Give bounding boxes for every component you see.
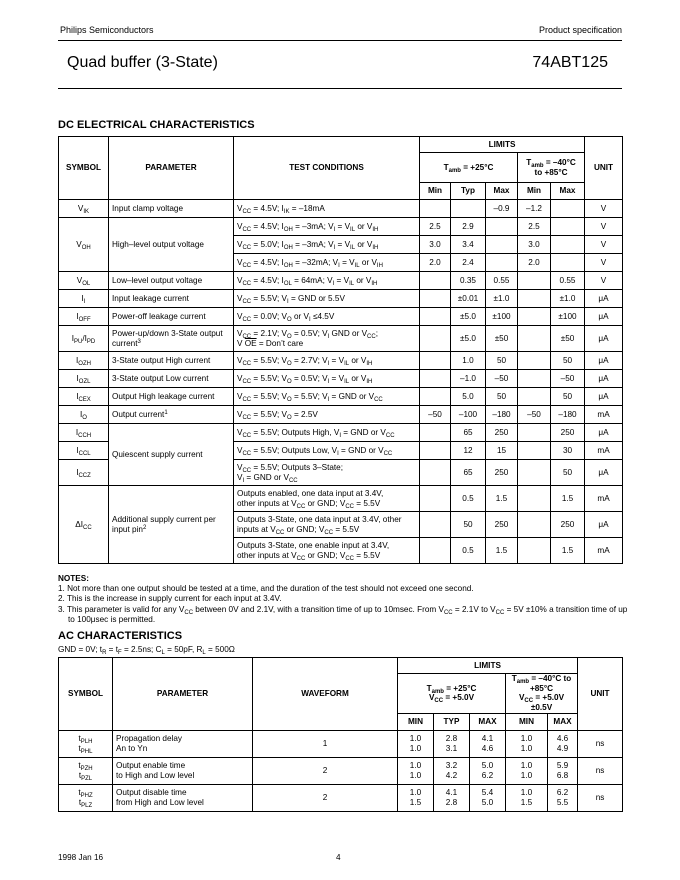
parameter-cell: Input clamp voltage [109, 200, 234, 218]
parameter-cell: Power-off leakage current [109, 308, 234, 326]
value-cell: ±100 [551, 308, 585, 326]
part-number: 74ABT125 [532, 54, 608, 71]
col-header-waveform: WAVEFORM [253, 658, 398, 731]
col-header-max: MAX [548, 713, 578, 730]
company-name: Philips Semiconductors [60, 25, 154, 35]
value-cell [420, 200, 451, 218]
value-cell [518, 272, 551, 290]
parameter-text: Power-up/down 3-State output current [112, 328, 223, 348]
condition-cell: $V_{CC} = 5.5V$; $V_O = 2.7V$; $V_I = V_{IL}$ or $V_{IH}$ [234, 352, 420, 370]
value-cell: –50 [518, 406, 551, 424]
value-cell: 0.5 [451, 538, 486, 564]
value-cell: 1.0 1.0 [398, 757, 434, 784]
value-cell: ±100 [486, 308, 518, 326]
table-row [59, 290, 623, 308]
value-cell [420, 538, 451, 564]
symbol-cell: $V_{OL}$ [59, 272, 109, 290]
col-header-typ: Typ [451, 183, 486, 200]
condition-cell: $V_{CC} = 5.5V$; Outputs High, $V_I$ = GND or $V_{CC}$ [234, 424, 420, 442]
value-cell [420, 442, 451, 460]
note-text: = 2.1V to V [452, 604, 496, 614]
value-cell: 30 [551, 442, 585, 460]
value-cell: –0.9 [486, 200, 518, 218]
note-item: 1. Not more than one output should be tested at a time, and the duration of the test should not exceed one second. [58, 584, 474, 594]
condition-cell: $V_{CC} = 4.5V$; $I_{OH} = -32mA$; $V_I = V_{IL}$ or $V_{IH}$ [234, 254, 420, 272]
value-cell: ±5.0 [451, 326, 486, 352]
value-cell [518, 442, 551, 460]
col-header-min: Min [518, 183, 551, 200]
symbol-cell: $I_{OZL}$ [59, 370, 109, 388]
symbol-cell: $I_{CCZ}$ [59, 460, 109, 486]
value-cell: 250 [486, 512, 518, 538]
condition-cell: Outputs enabled, one data input at 3.4V, other inputs at $V_{CC}$ or GND; $V_{CC} = 5.5V$ [234, 486, 420, 512]
table-row [59, 200, 623, 218]
ac-conditions: GND = 0V; $t_R = t_F = 2.5ns$; $C_L = 50pF$, $R_L = 500\Omega$ [58, 645, 235, 656]
parameter-text: Output current [112, 409, 165, 419]
col-header-parameter: PARAMETER [113, 658, 253, 731]
parameter-text: from High and Low level [116, 797, 204, 807]
value-cell: 4.6 4.9 [548, 730, 578, 757]
parameter-cell: Additional supply current per input pin$^2$ [109, 486, 234, 564]
condition-cell: Outputs 3-State, one enable input at 3.4V, other inputs at $V_{CC}$ or GND; $V_{CC} = 5.5V$ [234, 538, 420, 564]
unit-cell: mA [585, 406, 623, 424]
symbol-cell: $I_{OFF}$ [59, 308, 109, 326]
condition-cell: $V_{CC} = 2.1V$; $V_O = 0.5V$; $V_I$ GND or $V_{CC}$; V $\overline{OE}$ = Don’t care [234, 326, 420, 352]
symbol-cell: $V_{OH}$ [59, 218, 109, 272]
value-cell: 5.9 6.8 [548, 757, 578, 784]
parameter-cell: High–level output voltage [109, 218, 234, 272]
symbol-cell: $V_{IK}$ [59, 200, 109, 218]
condition-cell: $V_{CC} = 5.5V$; Outputs 3–State; $V_I$ = GND or $V_{CC}$ [234, 460, 420, 486]
table-row [59, 486, 623, 512]
parameter-text: to High and Low level [116, 770, 195, 780]
symbol-cell: $I_{CCL}$ [59, 442, 109, 460]
value-cell: 2.5 [518, 218, 551, 236]
value-cell [420, 424, 451, 442]
dc-characteristics-table [58, 136, 623, 564]
value-cell: 2.9 [451, 218, 486, 236]
parameter-cell: Power-up/down 3-State output current$^3$ [109, 326, 234, 352]
parameter-cell: Output current$^1$ [109, 406, 234, 424]
unit-cell: V [585, 218, 623, 236]
note-item: 2. This is the increase in supply current for each input at 3.4V. [58, 594, 282, 604]
value-cell [420, 512, 451, 538]
value-cell [420, 370, 451, 388]
table-row [59, 218, 623, 236]
col-header-tamb-range: $T_{amb} = -40^\circ C$ to +85°C [518, 153, 585, 183]
unit-cell: μA [585, 290, 623, 308]
col-header-symbol: SYMBOL [59, 658, 113, 731]
unit-cell: μA [585, 388, 623, 406]
value-cell [551, 200, 585, 218]
condition-cell: $V_{CC} = 4.5V$; $I_{OH} = -3mA$; $V_I = V_{IL}$ or $V_{IH}$ [234, 218, 420, 236]
note-text: = 5V ±10% a transition time of up to 100μsec is permitted. [68, 604, 628, 624]
value-cell [486, 254, 518, 272]
value-cell [518, 290, 551, 308]
unit-cell: ns [578, 757, 623, 784]
parameter-cell: Quiescent supply current [109, 424, 234, 486]
parameter-text: Output disable time [116, 788, 187, 798]
value-cell: 65 [451, 424, 486, 442]
waveform-cell: 2 [253, 784, 398, 811]
col-header-tamb-range: $T_{amb} = -40^\circ C$ to +85°C $V_{CC} = +5.0V \pm 0.5V$ [506, 674, 578, 714]
value-cell: –100 [451, 406, 486, 424]
unit-cell: μA [585, 424, 623, 442]
col-header-tamb-25: $T_{amb} = +25^\circ C$ $V_{CC} = +5.0V$ [398, 674, 506, 714]
notes-heading: NOTES: [58, 574, 89, 583]
value-cell: 2.4 [451, 254, 486, 272]
unit-cell: V [585, 272, 623, 290]
table-row [59, 784, 623, 811]
table-row [59, 308, 623, 326]
header-rule [58, 40, 622, 41]
value-cell [518, 388, 551, 406]
col-header-symbol: SYMBOL [59, 137, 109, 200]
value-cell [551, 236, 585, 254]
condition-cell: $V_{CC} = 4.5V$; $I_{IK} = -18mA$ [234, 200, 420, 218]
unit-cell: V [585, 254, 623, 272]
col-header-unit: UNIT [585, 137, 623, 200]
waveform-cell: 2 [253, 757, 398, 784]
value-cell [518, 486, 551, 512]
value-cell: 0.5 [451, 486, 486, 512]
value-cell: 2.5 [420, 218, 451, 236]
unit-cell: V [585, 236, 623, 254]
value-cell [551, 254, 585, 272]
value-cell: 3.0 [518, 236, 551, 254]
col-header-unit: UNIT [578, 658, 623, 731]
condition-cell: $V_{CC} = 5.5V$; $V_O = 0.5V$; $V_I = V_{IL}$ or $V_{IH}$ [234, 370, 420, 388]
value-cell: –50 [420, 406, 451, 424]
parameter-cell: 3-State output Low current [109, 370, 234, 388]
title-rule [58, 88, 622, 89]
unit-cell: μA [585, 326, 623, 352]
value-cell: ±1.0 [551, 290, 585, 308]
ac-section-title: AC CHARACTERISTICS [58, 630, 183, 642]
note-text: 3. This parameter is valid for any V [58, 604, 185, 614]
spec-type: Product specification [538, 25, 622, 35]
value-cell: –180 [486, 406, 518, 424]
value-cell [486, 218, 518, 236]
condition-cell: $V_{CC} = 5.5V$; $V_I$ = GND or 5.5V [234, 290, 420, 308]
parameter-cell: 3-State output High current [109, 352, 234, 370]
value-cell [420, 326, 451, 352]
parameter-text: An to Yn [116, 743, 148, 753]
waveform-cell: 1 [253, 730, 398, 757]
notes-block [58, 574, 628, 625]
value-cell: 65 [451, 460, 486, 486]
value-cell: 1.0 1.0 [506, 730, 548, 757]
value-cell: 3.4 [451, 236, 486, 254]
value-cell [486, 236, 518, 254]
col-header-test-conditions: TEST CONDITIONS [234, 137, 420, 200]
unit-cell: μA [585, 308, 623, 326]
value-cell: 0.35 [451, 272, 486, 290]
page-number: 4 [336, 853, 341, 862]
value-cell [451, 200, 486, 218]
table-row [59, 388, 623, 406]
symbol-cell: $I_{CEX}$ [59, 388, 109, 406]
ac-conditions-text: GND = 0V; t [58, 645, 103, 654]
value-cell: 2.8 3.1 [434, 730, 470, 757]
value-cell: 50 [486, 352, 518, 370]
condition-cell: $V_{CC} = 4.5V$; $I_{OL} = 64mA$; $V_I = V_{IL}$ or $V_{IH}$ [234, 272, 420, 290]
table-row [59, 272, 623, 290]
value-cell [420, 290, 451, 308]
footer-date: 1998 Jan 16 [58, 853, 104, 862]
symbol-cell: $\Delta I_{CC}$ [59, 486, 109, 564]
value-cell [518, 326, 551, 352]
value-cell: 250 [551, 424, 585, 442]
table-row [59, 730, 623, 757]
value-cell: 5.4 5.0 [470, 784, 506, 811]
symbol-cell: $t_{PHZ}$ $t_{PLZ}$ [59, 784, 113, 811]
value-cell: ±5.0 [451, 308, 486, 326]
table-row [59, 326, 623, 352]
col-header-limits: LIMITS [398, 658, 578, 674]
value-cell [518, 308, 551, 326]
value-cell: 1.0 1.0 [506, 757, 548, 784]
note-text: between 0V and 2.1V, with a transition time of up to 10msec. From V [193, 604, 444, 614]
value-cell: 1.0 1.5 [506, 784, 548, 811]
col-header-max: Max [486, 183, 518, 200]
parameter-cell: Output High leakage current [109, 388, 234, 406]
value-cell: 1.0 1.5 [398, 784, 434, 811]
value-cell: 50 [551, 388, 585, 406]
value-cell [518, 460, 551, 486]
value-cell [518, 512, 551, 538]
value-cell: 250 [486, 460, 518, 486]
value-cell [420, 388, 451, 406]
value-cell: 1.0 1.0 [398, 730, 434, 757]
value-cell: 50 [451, 512, 486, 538]
symbol-cell: $I_{PU}/I_{PD}$ [59, 326, 109, 352]
value-cell: 1.5 [551, 538, 585, 564]
condition-cell: $V_{CC} = 0.0V$; $V_O$ or $V_I \le 4.5V$ [234, 308, 420, 326]
col-header-typ: TYP [434, 713, 470, 730]
value-cell [420, 460, 451, 486]
value-cell: ±50 [486, 326, 518, 352]
table-row [59, 406, 623, 424]
value-cell: –1.2 [518, 200, 551, 218]
symbol-cell: $I_{CCH}$ [59, 424, 109, 442]
col-header-min: MIN [506, 713, 548, 730]
value-cell: 250 [551, 512, 585, 538]
condition-cell: Outputs 3-State, one data input at 3.4V, other inputs at $V_{CC}$ or GND; $V_{CC} = 5.5V$ [234, 512, 420, 538]
value-cell [551, 218, 585, 236]
value-cell: 1.5 [551, 486, 585, 512]
parameter-text: Propagation delay [116, 734, 183, 744]
unit-cell: mA [585, 538, 623, 564]
value-cell [420, 308, 451, 326]
document-title: Quad buffer (3-State) [67, 54, 218, 71]
value-cell: 3.0 [420, 236, 451, 254]
unit-cell: ns [578, 730, 623, 757]
dc-section-title: DC ELECTRICAL CHARACTERISTICS [58, 119, 255, 131]
value-cell: ±50 [551, 326, 585, 352]
value-cell [518, 370, 551, 388]
col-header-limits: LIMITS [420, 137, 585, 153]
value-cell [420, 272, 451, 290]
condition-cell: $V_{CC} = 5.5V$; $V_O = 5.5V$; $V_I$ = GND or $V_{CC}$ [234, 388, 420, 406]
value-cell: –1.0 [451, 370, 486, 388]
symbol-cell: $I_I$ [59, 290, 109, 308]
value-cell [420, 352, 451, 370]
symbol-cell: $I_{OZH}$ [59, 352, 109, 370]
value-cell: 5.0 6.2 [470, 757, 506, 784]
value-cell: 6.2 5.5 [548, 784, 578, 811]
parameter-text: Output enable time [116, 761, 186, 771]
value-cell: 4.1 4.6 [470, 730, 506, 757]
value-cell [518, 538, 551, 564]
col-header-parameter: PARAMETER [109, 137, 234, 200]
table-row [59, 757, 623, 784]
unit-cell: μA [585, 512, 623, 538]
value-cell [518, 424, 551, 442]
condition-cell: $V_{CC} = 5.5V$; $V_O = 2.5V$ [234, 406, 420, 424]
symbol-cell: $I_O$ [59, 406, 109, 424]
value-cell: 0.55 [551, 272, 585, 290]
parameter-cell: Input leakage current [109, 290, 234, 308]
parameter-text: Additional supply current per input pin [112, 514, 216, 534]
value-cell: 50 [486, 388, 518, 406]
value-cell: 1.5 [486, 538, 518, 564]
symbol-cell: $t_{PLH}$ $t_{PHL}$ [59, 730, 113, 757]
value-cell: ±1.0 [486, 290, 518, 308]
value-cell: 50 [551, 460, 585, 486]
value-cell: 250 [486, 424, 518, 442]
value-cell: ±0.01 [451, 290, 486, 308]
col-header-min: MIN [398, 713, 434, 730]
table-row [59, 352, 623, 370]
table-row [59, 370, 623, 388]
value-cell: 12 [451, 442, 486, 460]
note-item: 3. This parameter is valid for any $V_{CC}$ between 0V and 2.1V, with a transition time of up to 10msec. From $V_{CC} = 2.1V$ to $V_{CC} = 5V \pm 10\%$ a transition time of up to 100μsec is permitted. [58, 604, 628, 624]
value-cell: –50 [551, 370, 585, 388]
value-cell: 1.0 [451, 352, 486, 370]
value-cell [518, 352, 551, 370]
value-cell: 5.0 [451, 388, 486, 406]
parameter-cell [113, 757, 253, 784]
parameter-cell: Low–level output voltage [109, 272, 234, 290]
col-header-tamb-25: $T_{amb} = +25^\circ C$ [420, 153, 518, 183]
value-cell: 2.0 [518, 254, 551, 272]
value-cell: 3.2 4.2 [434, 757, 470, 784]
condition-cell: $V_{CC} = 5.5V$; Outputs Low, $V_I$ = GND or $V_{CC}$ [234, 442, 420, 460]
value-cell: 2.0 [420, 254, 451, 272]
unit-cell: V [585, 200, 623, 218]
col-header-min: Min [420, 183, 451, 200]
parameter-cell [113, 784, 253, 811]
value-cell [420, 486, 451, 512]
value-cell: –50 [486, 370, 518, 388]
value-cell: 0.55 [486, 272, 518, 290]
unit-cell: ns [578, 784, 623, 811]
value-cell: –180 [551, 406, 585, 424]
value-cell: 15 [486, 442, 518, 460]
unit-cell: μA [585, 352, 623, 370]
condition-cell: $V_{CC} = 5.0V$; $I_{OH} = -3mA$; $V_I = V_{IL}$ or $V_{IH}$ [234, 236, 420, 254]
value-cell: 1.5 [486, 486, 518, 512]
unit-cell: μA [585, 460, 623, 486]
ac-characteristics-table [58, 657, 623, 812]
unit-cell: mA [585, 442, 623, 460]
unit-cell: μA [585, 370, 623, 388]
symbol-cell: $t_{PZH}$ $t_{PZL}$ [59, 757, 113, 784]
col-header-max: Max [551, 183, 585, 200]
parameter-cell [113, 730, 253, 757]
unit-cell: mA [585, 486, 623, 512]
table-row [59, 424, 623, 442]
value-cell: 4.1 2.8 [434, 784, 470, 811]
value-cell: 50 [551, 352, 585, 370]
col-header-max: MAX [470, 713, 506, 730]
